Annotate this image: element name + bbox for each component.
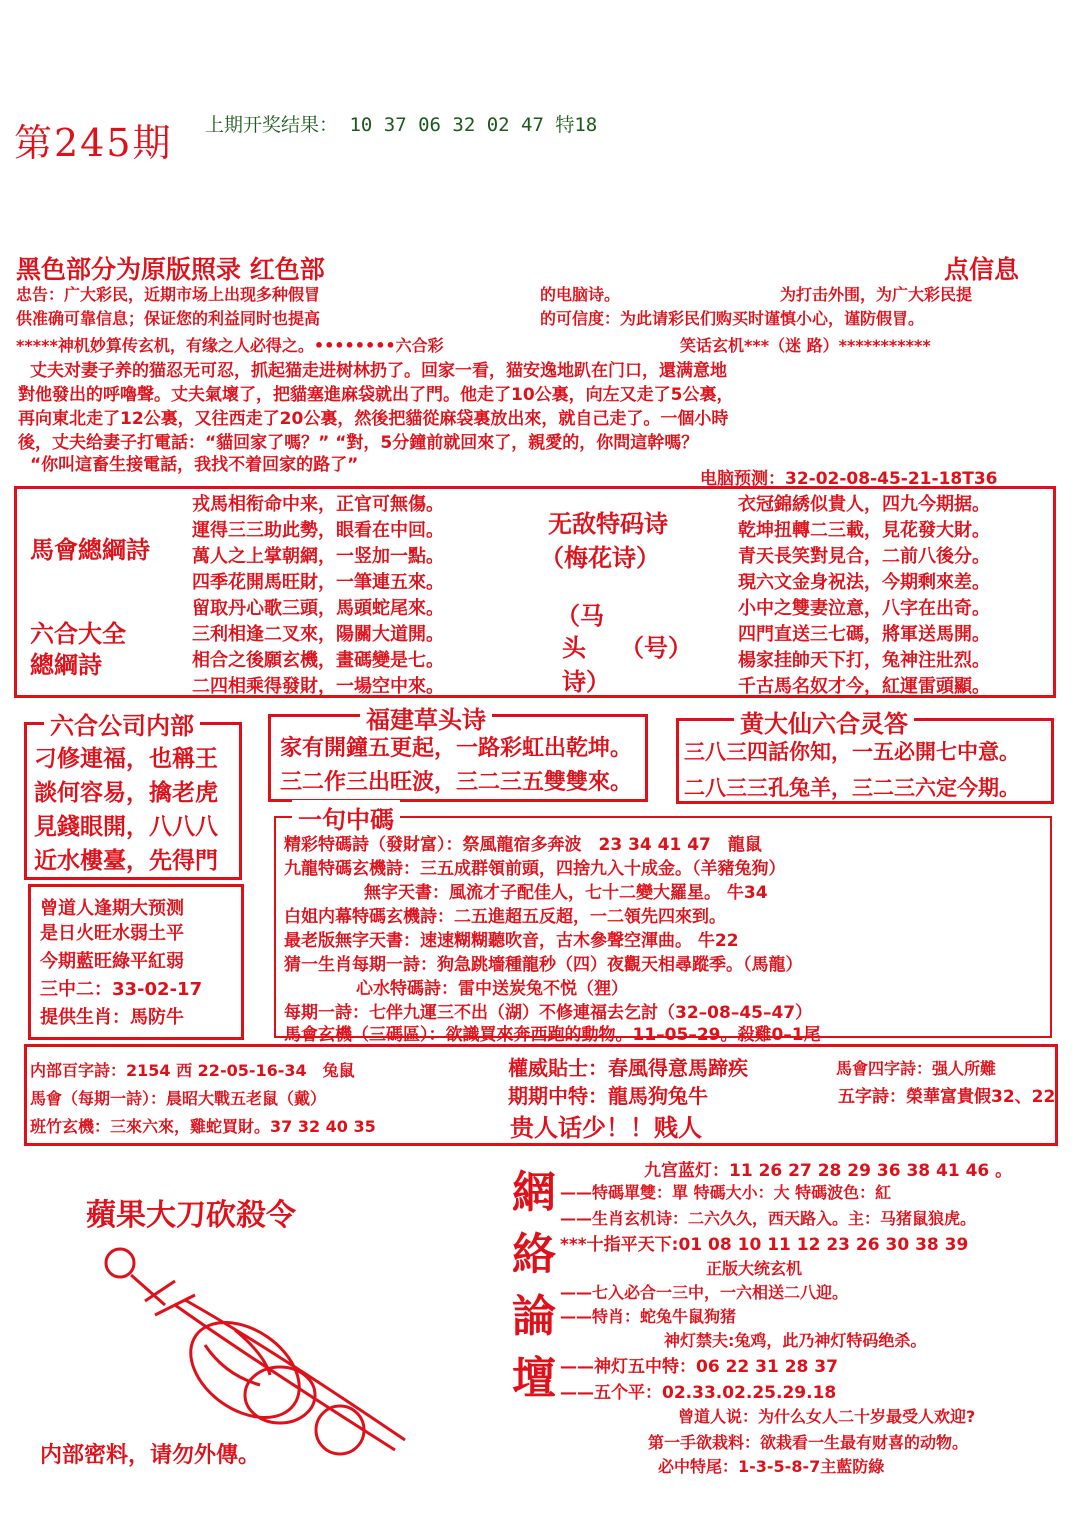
- inner-slogan: 贵人话少！！贱人: [510, 1114, 702, 1142]
- forum-char: 網: [512, 1167, 556, 1218]
- poem-right-line: 衣冠錦綉似貴人，四九今期据。: [738, 494, 990, 515]
- company-line: 見錢眼開，八八八: [34, 814, 218, 840]
- forum-char: 論: [512, 1291, 556, 1342]
- fujian-lines: [280, 732, 632, 800]
- joke-line-5: “你叫這畜生接電話，我找不着回家的路了”: [30, 455, 359, 475]
- notice-line2-right: 的可信度：为此请彩民们购买时谨慎小心，谨防假冒。: [540, 309, 925, 328]
- forum-line: ***十指平天下:01 08 10 11 12 23 26 30 38 39: [560, 1235, 969, 1255]
- last-result: [205, 110, 597, 137]
- forum-line: ——五个平：02.33.02.25.29.18: [560, 1383, 837, 1403]
- taoist-line: 今期藍旺綠平紅弱: [40, 951, 184, 972]
- sentence-line: 馬會玄機（三碼區）：欲識買來奔西跑的動物。11–05–29。殺雞0–1尾: [284, 1025, 821, 1045]
- inner-mid-special: 期期中特：龍馬狗兔牛: [508, 1084, 708, 1108]
- poem-title-3: 總綱詩: [30, 651, 102, 679]
- wongtaisin-title: 黄大仙六合灵答: [734, 704, 914, 739]
- inner-five-char: 五字詩：榮華富貴假32、22: [838, 1087, 1056, 1107]
- sentence-line: 無字天書：風流才子配佳人，七十二變大羅星。 牛34: [364, 883, 768, 903]
- company-lines: [34, 742, 218, 878]
- poem-title-1: 馬會總綱詩: [30, 536, 150, 564]
- sentence-line: 猜一生肖每期一詩：狗急跳墻種龍秒（四）夜觀天相尋蹤季。（馬龍）: [284, 955, 803, 975]
- taoist-line: 是日火旺水弱土平: [40, 923, 184, 944]
- poem-left-line: 留取丹心歌三頭，馬頭蛇尾來。: [192, 598, 444, 619]
- joke-line-1: 丈夫对妻子养的猫忍无可忍，抓起猫走进树林扔了。回家一看，猫安逸地趴在门口，還满意地: [30, 361, 727, 381]
- fujian-title: 福建草头诗: [360, 700, 492, 735]
- inner-line-2: 馬會（每期一詩）：晨昭大戰五老鼠（戴）: [30, 1089, 327, 1108]
- forum-line: ——特肖：蛇兔牛鼠狗猪: [560, 1307, 737, 1326]
- computer-prediction: 电脑预测：32-02-08-45-21-18T36: [700, 469, 998, 489]
- company-line: 刁修連福，也稱王: [34, 746, 218, 772]
- taoist-title: 曾道人逢期大预测: [40, 898, 184, 919]
- notice-line3-right: 笑话玄机***（迷 路）***********: [680, 336, 931, 355]
- joke-line-3: 再向東北走了12公裏，又往西走了20公裏，然後把貓從麻袋裏放出來，就自己走了。一個小時: [18, 409, 729, 429]
- result-label: 上期开奖结果：: [205, 114, 339, 136]
- joke-line-4: 後，丈夫给妻子打電話：“貓回家了嗎？” “對，5分鐘前就回來了，親愛的，你問這幹嗎？: [18, 433, 699, 453]
- poem-left-line: 相合之後願玄機，畫碼變是七。: [192, 650, 444, 671]
- forum-line: 正版大统玄机: [706, 1259, 803, 1278]
- forum-char: 壇: [512, 1353, 556, 1404]
- wongtaisin-lines: [684, 734, 1020, 806]
- poem-title-2: 六合大全: [30, 620, 126, 648]
- taoist-line: 提供生肖：馬防牛: [40, 1007, 184, 1028]
- mid-title-1: 无敌特码诗: [548, 510, 668, 538]
- poem-right-line: 乾坤扭轉二三載，見花發大財。: [738, 520, 990, 541]
- company-line: 近水樓臺，先得門: [34, 848, 218, 874]
- notice-heading-right: 点信息: [944, 255, 1020, 284]
- wongtaisin-line: 三八三四話你知，一五必開七中意。: [684, 740, 1020, 764]
- forum-char: 絡: [512, 1229, 556, 1280]
- forum-line: ——生肖玄机诗：二六久久，西天路入。主：马猪鼠狼虎。: [560, 1209, 977, 1228]
- dagger-illustration: [95, 1235, 425, 1465]
- forum-line: ——七入必合一三中，一六相送二八迎。: [560, 1283, 849, 1302]
- inner-tip: 權威貼士：春風得意馬蹄疾: [508, 1056, 748, 1080]
- poem-left-column: [192, 492, 444, 700]
- taoist-line: 三中二：33-02-17: [40, 979, 203, 1000]
- forum-line: 曾道人说：为什么女人二十岁最受人欢迎?: [678, 1407, 976, 1426]
- sentence-line: 精彩特碼詩（發財富）：祭風龍宿多奔波 23 34 41 47 龍鼠: [284, 835, 762, 855]
- wongtaisin-line: 二八三三孔兔羊，三二三六定今期。: [684, 776, 1020, 800]
- poem-left-line: 二四相乘得發財，一場空中來。: [192, 676, 444, 697]
- forum-vertical-title: [512, 1162, 556, 1410]
- fruit-footer: 内部密料，请勿外傳。: [40, 1443, 261, 1468]
- poem-left-line: 四季花開馬旺財，一筆連五來。: [192, 572, 444, 593]
- poem-right-line: 千古馬名奴才今，紅運雷頭顯。: [738, 676, 990, 697]
- mid-char-2: 头: [562, 634, 586, 662]
- company-line: 談何容易，擒老虎: [34, 780, 218, 806]
- fujian-line: 三二作三出旺波，三二三五雙雙來。: [280, 770, 633, 795]
- sentence-line: 白姐内幕特碼玄機詩：二五進超五反超，一二領先四來到。: [284, 907, 726, 927]
- mid-title-2: （梅花诗）: [540, 544, 660, 572]
- forum-line: 神灯禁夫:兔鸡，此乃神灯特码绝杀。: [664, 1331, 927, 1350]
- sentence-line: 每期一詩：七伴九運三不出（湖）不修連福去乞討（32–08–45–47）: [284, 1003, 813, 1023]
- poem-right-line: 小中之雙妻泣意，八字在出奇。: [738, 598, 990, 619]
- forum-line: ——神灯五中特：06 22 31 28 37: [560, 1357, 838, 1377]
- issue-number: 第245期: [14, 121, 173, 165]
- company-title: 六合公司内部: [44, 706, 200, 741]
- forum-line: 第一手欲栽料：欲栽看一生最有财喜的动物。: [648, 1433, 969, 1452]
- sentence-line: 最老版無字天書：速速糊糊聽吹音，古木參聲空渾曲。 牛22: [284, 931, 739, 951]
- poem-left-line: 運得三三助此勢，眼看在中回。: [192, 520, 444, 541]
- poem-right-line: 楊家挂帥天下打，兔神注壯烈。: [738, 650, 990, 671]
- notice-heading-left: 黑色部分为原版照录 红色部: [16, 255, 325, 284]
- notice-line1-left: 忠告：广大彩民，近期市场上出现多种假冒: [16, 285, 321, 304]
- taoist-lines: [40, 920, 202, 1032]
- notice-line1-mid: 的电脑诗。: [540, 285, 621, 304]
- poem-right-line: 四門直送三七碼，將軍送馬開。: [738, 624, 990, 645]
- poem-left-line: 萬人之上掌朝網，一竖加一點。: [192, 546, 444, 567]
- mid-char-4: 诗）: [562, 668, 610, 696]
- inner-four-char: 馬會四字詩：强人所難: [836, 1059, 997, 1078]
- forum-line: 必中特尾：1-3-5-8-7主藍防綠: [658, 1457, 885, 1476]
- poem-right-column: [738, 492, 990, 700]
- notice-line3-left: *****神机妙算传玄机，有缘之人必得之。••••••••六合彩: [16, 336, 444, 355]
- joke-line-2: 對他發出的呼嚕聲。丈夫氣壞了，把貓塞進麻袋就出了門。他走了10公裏，向左又走了5公裏，: [18, 385, 734, 405]
- mid-char-3: （号）: [620, 634, 692, 662]
- sentence-line: 九龍特碼玄機詩：三五成群領前頭，四捨九入十成金。（羊豬兔狗）: [284, 859, 786, 879]
- notice-line1-right: 为打击外围，为广大彩民提: [780, 285, 973, 304]
- poem-right-line: 現六文金身祝法，今期剩來差。: [738, 572, 990, 593]
- fruit-title: 蘋果大刀砍殺令: [86, 1198, 296, 1233]
- poem-left-line: 戎馬相衔命中来，正官可無傷。: [192, 494, 444, 515]
- poem-left-line: 三利相逢二叉來，陽關大道開。: [192, 624, 444, 645]
- inner-line-1: 内部百字詩：2154 西 22-05-16-34 兔鼠: [30, 1061, 355, 1080]
- result-numbers: 10 37 06 32 02 47 特18: [349, 114, 598, 136]
- forum-line: 九宫蓝灯：11 26 27 28 29 36 38 41 46 。: [644, 1161, 1013, 1181]
- sentence-line: 心水特碼詩：雷中送炭兔不悦（狸）: [356, 979, 628, 999]
- fujian-line: 家有開鐘五更起，一路彩虹出乾坤。: [280, 736, 633, 761]
- poem-right-line: 青天長笑對見合，二前八後分。: [738, 546, 990, 567]
- notice-line2-left: 供准确可靠信息；保证您的利益同时也提高: [16, 309, 321, 328]
- mid-char-1: （马: [556, 602, 604, 630]
- forum-line: ——特碼單雙：單 特碼大小：大 特碼波色：紅: [560, 1183, 892, 1202]
- one-sentence-title: 一句中碼: [292, 800, 400, 835]
- inner-line-3: 班竹玄機：三來六來，雞蛇買財。37 32 40 35: [30, 1117, 376, 1136]
